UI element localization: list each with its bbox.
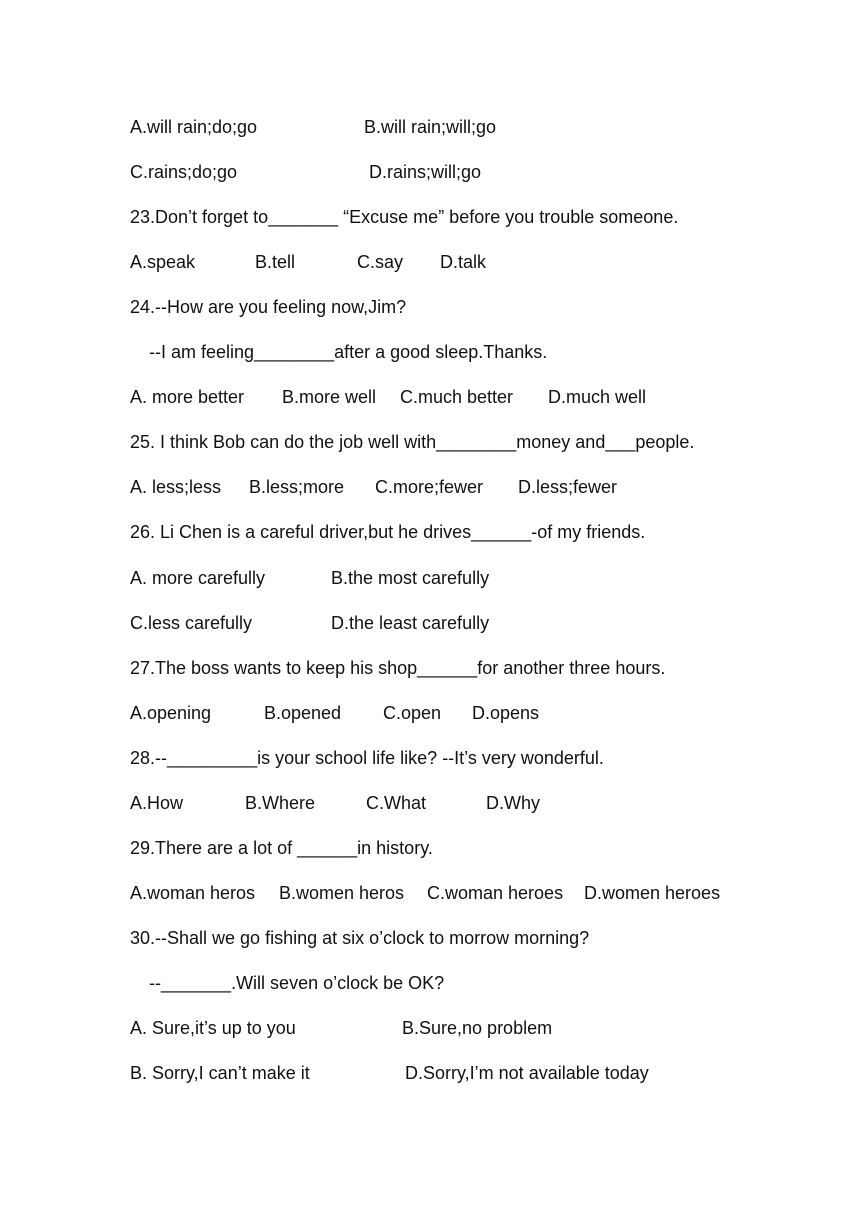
option-text: B.will rain;will;go bbox=[364, 117, 497, 137]
option-text: D.women heroes bbox=[584, 883, 721, 903]
question-text: 28.--_________is your school life like? --It’s very wonderful. bbox=[130, 748, 604, 768]
option-text: B.the most carefully bbox=[331, 568, 490, 588]
option-text: B. Sorry,I can’t make it bbox=[130, 1063, 310, 1083]
question-text: 23.Don’t forget to_______ “Excuse me” before you trouble someone. bbox=[130, 207, 679, 227]
question-text: --I am feeling________after a good sleep.Thanks. bbox=[149, 342, 548, 362]
option-text: C.woman heroes bbox=[427, 883, 564, 903]
question-text: 25. I think Bob can do the job well with________money and___people. bbox=[130, 432, 695, 452]
question-text: 30.--Shall we go fishing at six o’clock to morrow morning? bbox=[130, 928, 590, 948]
option-text: A. Sure,it’s up to you bbox=[130, 1018, 296, 1038]
option-text: D.less;fewer bbox=[518, 477, 618, 497]
option-text: B.less;more bbox=[249, 477, 345, 497]
option-text: D.Why bbox=[486, 793, 540, 813]
option-text: A.How bbox=[130, 793, 184, 813]
question-text: 26. Li Chen is a careful driver,but he drives______-of my friends. bbox=[130, 522, 646, 542]
option-text: B.more well bbox=[282, 387, 377, 407]
option-text: C.open bbox=[383, 703, 442, 723]
option-text: B.tell bbox=[255, 252, 296, 272]
option-text: A. more better bbox=[130, 387, 245, 407]
option-text: C.What bbox=[366, 793, 427, 813]
option-text: C.more;fewer bbox=[375, 477, 484, 497]
option-text: D.opens bbox=[472, 703, 540, 723]
option-text: B.Where bbox=[245, 793, 316, 813]
option-text: B.Sure,no problem bbox=[402, 1018, 553, 1038]
option-text: A.woman heros bbox=[130, 883, 256, 903]
option-text: D.rains;will;go bbox=[369, 162, 482, 182]
question-text: 24.--How are you feeling now,Jim? bbox=[130, 297, 407, 317]
question-text: 27.The boss wants to keep his shop______for another three hours. bbox=[130, 658, 666, 678]
option-text: A.will rain;do;go bbox=[130, 117, 258, 137]
option-text: D.Sorry,I’m not available today bbox=[405, 1063, 649, 1083]
option-text: A.opening bbox=[130, 703, 212, 723]
option-text: D.the least carefully bbox=[331, 613, 490, 633]
option-text: C.rains;do;go bbox=[130, 162, 238, 182]
question-text: --_______.Will seven o’clock be OK? bbox=[149, 973, 445, 993]
question-text: 29.There are a lot of ______in history. bbox=[130, 838, 433, 858]
option-text: A. more carefully bbox=[130, 568, 266, 588]
option-text: D.much well bbox=[548, 387, 647, 407]
option-text: D.talk bbox=[440, 252, 487, 272]
option-text: C.say bbox=[357, 252, 404, 272]
option-text: B.opened bbox=[264, 703, 342, 723]
option-text: A.speak bbox=[130, 252, 196, 272]
option-text: A. less;less bbox=[130, 477, 222, 497]
option-text: C.much better bbox=[400, 387, 514, 407]
option-text: B.women heros bbox=[279, 883, 405, 903]
option-text: C.less carefully bbox=[130, 613, 253, 633]
